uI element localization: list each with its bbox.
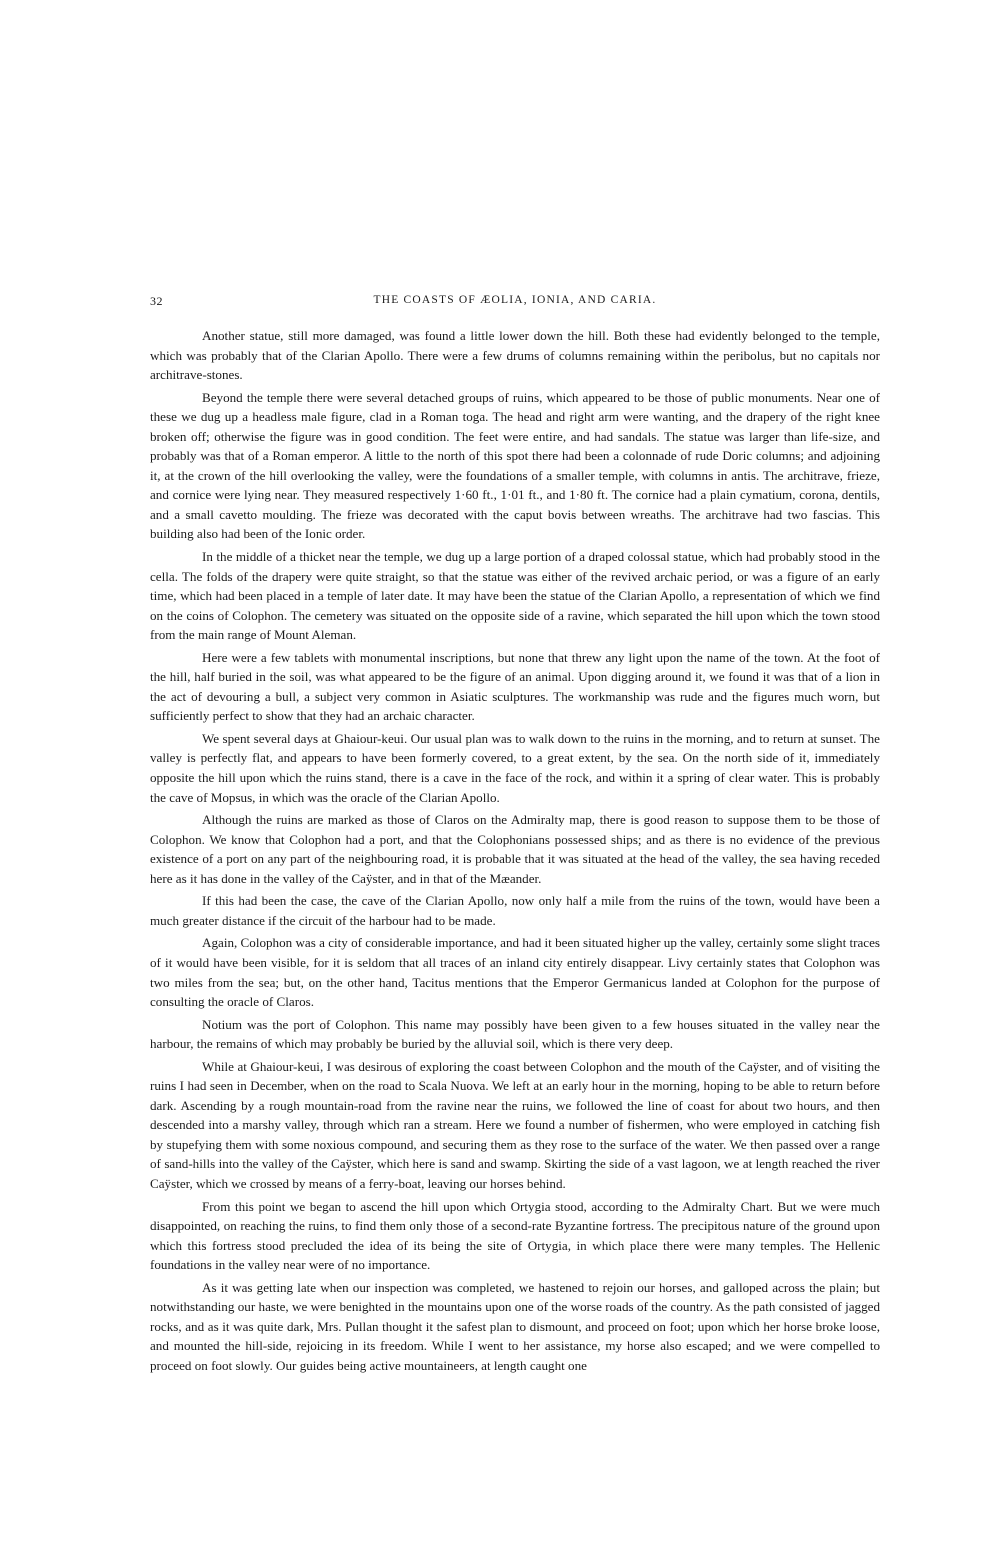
paragraph: From this point we began to ascend the hill upon which Ortygia stood, according to the Admiralty Chart. But we were much disappointed, on reaching the ruins, to find them only those of a second-rate Byzantine fortress. The precipitous nature of the ground upon which this fortress stood precluded the idea of its being the site of Ortygia, in which place there were many temples. The Hellenic foundations in the valley near were of no importance. xyxy=(150,1198,880,1273)
running-title: THE COASTS OF ÆOLIA, IONIA, AND CARIA. xyxy=(373,294,657,306)
body-text xyxy=(150,326,880,1375)
paragraph: Although the ruins are marked as those of Claros on the Admiralty map, there is good reason to suppose them to be those of Colophon. We know that Colophon had a port, and that the Colophonians possessed ships; and as there is no evidence of the previous existence of a port on any part of the neighbouring road, it is probable that it was situated at the head of the valley, the sea having receded here as it has done in the valley of the Caÿster, and in that of the Mæander. xyxy=(150,812,880,886)
paragraph: If this had been the case, the cave of the Clarian Apollo, now only half a mile from the ruins of the town, would have been a much greater distance if the circuit of the harbour had to be made. xyxy=(150,893,880,928)
paragraph: Another statue, still more damaged, was found a little lower down the hill. Both these had evidently belonged to the temple, which was probably that of the Clarian Apollo. There were a few drums of columns remaining within the peribolus, but no capitals nor architrave-stones. xyxy=(150,328,880,383)
page-header xyxy=(150,294,880,314)
paragraph: Here were a few tablets with monumental inscriptions, but none that threw any light upon the name of the town. At the foot of the hill, half buried in the soil, was what appeared to be the figure of an animal. Upon digging around it, we found it was that of a lion in the act of devouring a bull, a subject very common in Asiatic sculptures. The workmanship was rude and the figures much worn, but sufficiently perfect to show that they had an archaic character. xyxy=(150,649,880,724)
paragraph: Beyond the temple there were several detached groups of ruins, which appeared to be those of public monuments. Near one of these we dug up a headless male figure, clad in a Roman toga. The head and right arm were wanting, and the drapery of the right knee broken off; otherwise the figure was in good condition. The feet were entire, and had sandals. The statue was larger than life-size, and probably was that of a Roman emperor. A little to the north of this spot there had been a colonnade of rude Doric columns; and adjoining it, at the crown of the hill overlooking the valley, were the foundations of a smaller temple, with columns in antis. The architrave, frieze, and cornice were lying near. They measured respectively 1·60 ft., 1·01 ft., and 1·80 ft. The cornice had a plain cymatium, corona, dentils, and a small cavetto moulding. The frieze was decorated with the caput bovis between wreaths. The architrave had two fascias. This building also had been of the Ionic order. xyxy=(150,389,880,542)
paragraph: While at Ghaiour-keui, I was desirous of exploring the coast between Colophon and the mouth of the Caÿster, and of visiting the ruins I had seen in December, when on the road to Scala Nuova. We left at an early hour in the morning, hoping to be able to return before dark. Ascending by a rough mountain-road from the ravine near the ruins, we followed the line of coast for about two hours, and then descended into a marshy valley, through which ran a stream. Here we found a number of fishermen, who were employed in catching fish by stupefying them with some noxious compound, and securing them as they rose to the surface of the water. We then passed over a range of sand-hills into the valley of the Caÿster, which here is sand and swamp. Skirting the side of a vast lagoon, we at length reached the river Caÿster, which we crossed by means of a ferry-boat, leaving our horses behind. xyxy=(150,1058,880,1191)
paragraph: As it was getting late when our inspection was completed, we hastened to rejoin our horses, and galloped across the plain; but notwithstanding our haste, we were benighted in the mountains upon one of the worse roads of the country. As the path consisted of jagged rocks, and as it was quite dark, Mrs. Pullan thought it the safest plan to dismount, and proceed on foot; upon which her horse broke loose, and mounted the hill-side, rejoicing in its freedom. While I went to her assistance, my horse also escaped; and we were compelled to proceed on foot slowly. Our guides being active mountaineers, at length caught one xyxy=(150,1279,880,1373)
paragraph: We spent several days at Ghaiour-keui. Our usual plan was to walk down to the ruins in the morning, and to return at sunset. The valley is perfectly flat, and appears to have been formerly covered, to a great extent, by the sea. On the north side of it, immediately opposite the hill upon which the ruins stand, there is a cave in the face of the rock, and within it a spring of clear water. This is probably the cave of Mopsus, in which was the oracle of the Clarian Apollo. xyxy=(150,730,880,805)
page-number: 32 xyxy=(150,294,163,308)
paragraph: In the middle of a thicket near the temple, we dug up a large portion of a draped colossal statue, which had probably stood in the cella. The folds of the drapery were quite straight, so that the statue was either of the revived archaic period, or was a figure of an early time, which had been placed in a temple of later date. It may have been the statue of the Clarian Apollo, a representation of which we find on the coins of Colophon. The cemetery was situated on the opposite side of a ravine, which separated the hill upon which the town stood from the main range of Mount Aleman. xyxy=(150,549,880,643)
paragraph: Again, Colophon was a city of considerable importance, and had it been situated higher up the valley, certainly some slight traces of it would have been visible, for it is seldom that all traces of an inland city entirely disappear. Livy certainly states that Colophon was two miles from the sea; but, on the other hand, Tacitus mentions that the Emperor Germanicus landed at Colophon for the purpose of consulting the oracle of Claros. xyxy=(150,935,881,1010)
book-page xyxy=(150,294,880,1378)
paragraph: Notium was the port of Colophon. This name may possibly have been given to a few houses situated in the valley near the harbour, the remains of which may probably be buried by the alluvial soil, which is there very deep. xyxy=(150,1016,880,1052)
